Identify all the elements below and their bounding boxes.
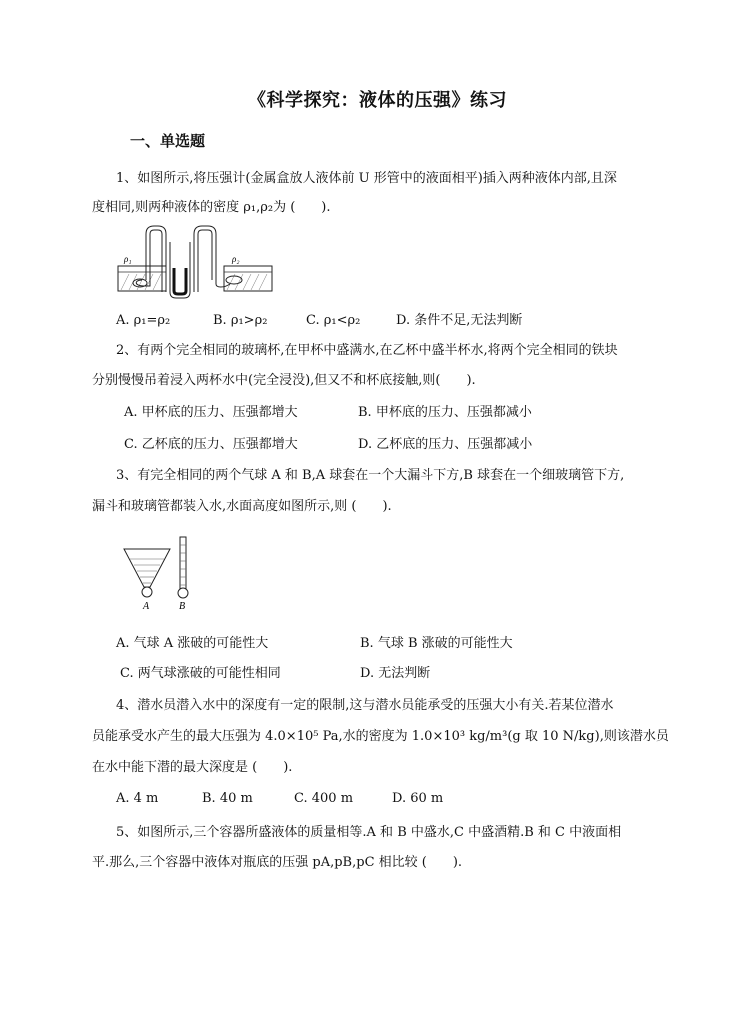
q4-option-b: B. 40 m [202,791,253,806]
q1-text-line1: 1、如图所示,将压强计(金属盒放人液体前 U 形管中的液面相平)插入两种液体内部,且深 [116,171,617,186]
page-title: 《科学探究：液体的压强》练习 [248,90,507,111]
section-heading: 一、单选题 [130,132,206,150]
q3-option-c: C. 两气球涨破的可能性相同 [120,666,281,681]
q2-option-c: C. 乙杯底的压力、压强都增大 [124,437,298,452]
q4-option-c: C. 400 m [294,791,354,806]
q1-option-d: D. 条件不足,无法判断 [396,313,523,328]
q4-option-a: A. 4 m [116,791,159,806]
q2-text-line2: 分别慢慢吊着浸入两杯水中(完全浸没),但又不和杯底接触,则( ). [92,373,476,388]
q1-figure-label-right: ρ₂ [232,254,240,264]
q4-text-line3: 在水中能下潜的最大深度是 ( ). [92,760,293,775]
q2-text-line1: 2、有两个完全相同的玻璃杯,在甲杯中盛满水,在乙杯中盛半杯水,将两个完全相同的铁块 [116,343,618,358]
q3-figure-label-b: B [179,601,186,612]
q1-option-a: A. ρ₁=ρ₂ [116,313,171,328]
q4-text-line1: 4、潜水员潜入水中的深度有一定的限制,这与潜水员能承受的压强大小有关.若某位潜水 [116,698,614,713]
q5-text-line2: 平.那么,三个容器中液体对瓶底的压强 pA,pB,pC 相比较 ( ). [92,855,463,870]
q3-text-line1: 3、有完全相同的两个气球 A 和 B,A 球套在一个大漏斗下方,B 球套在一个细玻璃管下方, [116,468,625,483]
q2-option-b: B. 甲杯底的压力、压强都减小 [358,405,532,420]
q1-pressure-gauge-figure [112,228,282,298]
q1-text-line2: 度相同,则两种液体的密度 ρ₁,ρ₂为 ( ). [92,200,331,215]
q4-option-d: D. 60 m [392,791,444,806]
q5-text-line1: 5、如图所示,三个容器所盛液体的质量相等.A 和 B 中盛水,C 中盛酒精.B 和 C 中液面相 [116,825,622,840]
q3-option-b: B. 气球 B 涨破的可能性大 [360,636,513,651]
q4-text-line2: 员能承受水产生的最大压强为 4.0×10⁵ Pa,水的密度为 1.0×10³ kg/m³(g 取 10 N/kg),则该潜水员 [92,729,669,744]
q3-option-a: A. 气球 A 涨破的可能性大 [116,636,269,651]
q3-text-line2: 漏斗和玻璃管都装入水,水面高度如图所示,则 ( ). [92,499,392,514]
q1-option-c: C. ρ₁<ρ₂ [306,313,361,328]
q1-figure-label-left: ρ₁ [124,254,132,264]
q3-balloon-figure [122,537,202,612]
q2-option-a: A. 甲杯底的压力、压强都增大 [124,405,298,420]
q2-option-d: D. 乙杯底的压力、压强都减小 [358,437,533,452]
q3-figure-label-a: A [143,601,150,612]
q3-option-d: D. 无法判断 [360,666,431,681]
q1-option-b: B. ρ₁>ρ₂ [213,313,268,328]
